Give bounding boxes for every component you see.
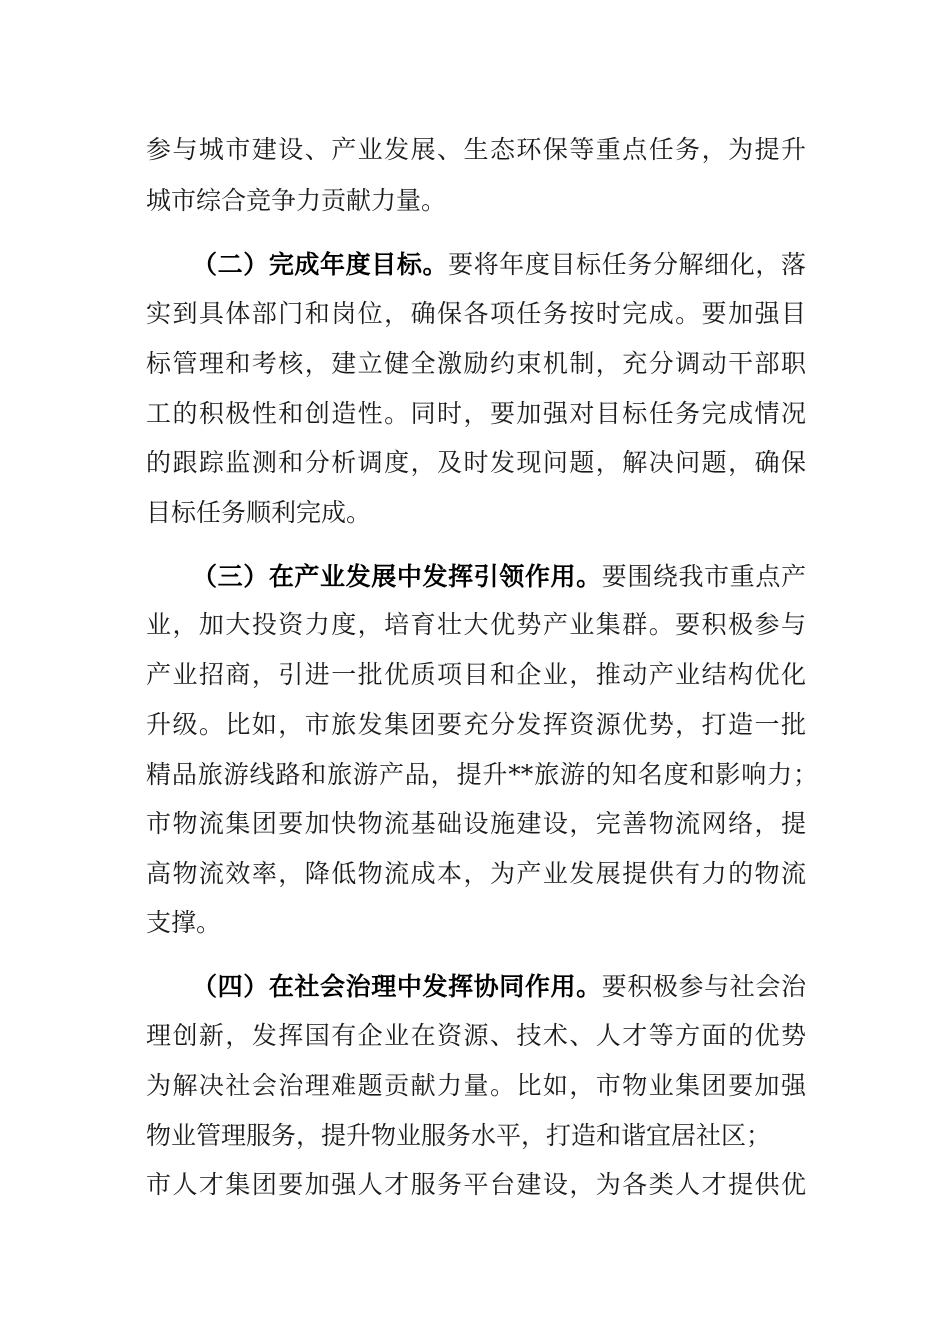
text-line: 升级。比如，市旅发集团要充分发挥资源优势，打造一批 — [146, 710, 806, 739]
text-line: 业，加大投资力度，培育壮大优势产业集群。要积极参与 — [146, 610, 806, 639]
paragraph-heading-line — [192, 249, 806, 281]
text-line: 理创新，发挥国有企业在资源、技术、人才等方面的优势 — [146, 1021, 806, 1050]
section-heading-4: （四）在社会治理中发挥协同作用。 — [192, 972, 602, 1001]
text-line: 高物流效率，降低物流成本，为产业发展提供有力的物流 — [146, 859, 806, 888]
text-line: 支撑。 — [146, 908, 222, 937]
text-span: 要围绕我市重点产 — [601, 562, 806, 591]
paragraph-heading-line — [192, 971, 806, 1003]
text-span: 要将年度目标任务分解细化，落 — [448, 250, 806, 279]
text-line: 标管理和考核，建立健全激励约束机制，充分调动干部职 — [146, 349, 806, 378]
text-line: 目标任务顺利完成。 — [146, 498, 372, 527]
text-line: 城市综合竞争力贡献力量。 — [146, 186, 447, 215]
text-line: 精品旅游线路和旅游产品，提升**旅游的知名度和影响力； — [146, 760, 818, 789]
text-line: 为解决社会治理难题贡献力量。比如，市物业集团要加强 — [146, 1071, 806, 1100]
section-heading-2: （二）完成年度目标。 — [192, 250, 449, 279]
text-line: 的跟踪监测和分析调度，及时发现问题，解决问题，确保 — [146, 448, 806, 477]
section-heading-3: （三）在产业发展中发挥引领作用。 — [192, 562, 602, 591]
text-line: 物业管理服务，提升物业服务水平，打造和谐宜居社区； — [146, 1121, 772, 1150]
text-span: 要积极参与社会治 — [601, 972, 806, 1001]
paragraph-heading-line — [192, 561, 806, 593]
text-line: 产业招商，引进一批优质项目和企业，推动产业结构优化 — [146, 660, 806, 689]
text-line: 市人才集团要加强人才服务平台建设，为各类人才提供优 — [146, 1170, 806, 1199]
text-line: 市物流集团要加快物流基础设施建设，完善物流网络，提 — [146, 809, 806, 838]
text-line: 实到具体部门和岗位，确保各项任务按时完成。要加强目 — [146, 299, 806, 328]
text-line: 参与城市建设、产业发展、生态环保等重点任务，为提升 — [146, 135, 806, 164]
text-line: 工的积极性和创造性。同时，要加强对目标任务完成情况 — [146, 399, 806, 428]
